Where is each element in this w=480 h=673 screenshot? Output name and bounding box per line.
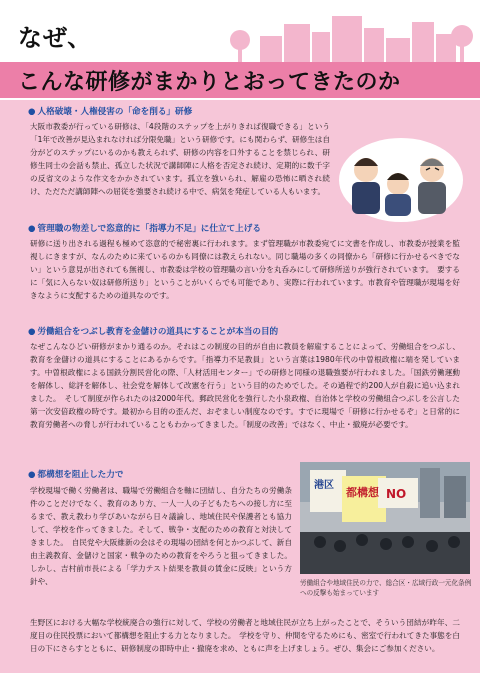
section-2-heading-text: 管理職の物差しで恣意的に「指導力不足」に仕立て上げる bbox=[37, 224, 261, 234]
section-1-heading-text: 人格破壊・人権侵害の「命を削る」研修 bbox=[37, 107, 193, 117]
section-2-heading: ● 管理職の物差しで恣意的に「指導力不足」に仕立て上げる bbox=[28, 224, 261, 234]
section-3-heading: ● 労働組合をつぶし教育を金儲けの道具にすることが本当の目的 bbox=[28, 327, 279, 337]
section-4-heading-text: 都構想を阻止した力で bbox=[37, 470, 124, 480]
title-band bbox=[0, 62, 480, 98]
section-1-heading: ● 人格破壊・人権侵害の「命を削る」研修 bbox=[28, 107, 193, 117]
title-line-1: なぜ、 bbox=[18, 24, 93, 52]
section-3-heading-text: 労働組合をつぶし教育を金儲けの道具にすることが本当の目的 bbox=[37, 327, 279, 337]
section-3-body: なぜこんなひどい研修がまかり通るのか。それはこの制度の目的が自由に教員を解雇することによって、労働組合をつぶし、教育を金儲けの道具にすることにあるからです。「指導力不足教員」という言葉は1980年代の中曽根政権に端を発しています。中曽根政権による国鉄分割民営化の際、「人材活用センター」での研修と同様の退職強要が行われました。「国鉄労働運動を解体し、総評を解体し、社会党を解体して改憲を行う」という目的のためでした。その過程で約200人が自殺に追い込まれました。 そして制度が作られたのは2000年代。郵政民営化を強行した小泉政権、自治体と学校の労働組合つぶしを公言した第一次安倍政権の時です。最初から目的の歪んだ、おぞましい制度なのです。すでに現場で「研修に行かせるぞ」と日常的に教育労働者への脅しが行われていることもわかってきました。「制度の改善」ではなく、中止・撤廃が必要です。 bbox=[30, 342, 460, 429]
city-skyline-icon bbox=[180, 6, 480, 66]
section-1-body: 大阪市教委が行っている研修は、「4段階のステップを上がりきれば復職できる」という「1年で改善が見込まれなければ分限免職」という研修です。にも関わらず、研修生は自分がどのステップにいるのかも教えられず、研修の内容を口外することを禁じられ、研修生同士の会話も禁止、孤立した状況で講師陣に人格を否定され続け、定期的に数千字の反省文のような作文をかかされています。孤立を強いられ、解雇の恐怖に晒され続け、ただただ講師陣への屈従を強要され続ける中で、病気を発症している人もいます。 bbox=[30, 122, 330, 196]
header bbox=[0, 0, 480, 100]
section-4-heading: ● 都構想を阻止した力で bbox=[28, 470, 124, 480]
troubled-people-illustration bbox=[336, 130, 466, 222]
title-line-2: こんな研修がまかりとおってきたのか bbox=[18, 70, 401, 95]
rally-photo-graphic bbox=[300, 462, 470, 574]
sign-3-text: NO bbox=[386, 487, 407, 501]
photo-caption: 労働組合や地域住民の力で、総合区・広域行政一元化条例への反撃も始まっています bbox=[300, 579, 472, 597]
section-2-body: 研修に送り出される過程も極めて恣意的で秘密裏に行われます。まず管理職が市教委宛てに文書を作成し、市教委が授業を監視しにきますが、なんのために来ているのかも同僚には教えられない。同じ職場の多くの同僚から「研修に行かせるべきでない」という意見が出されても無視し、市教委は学校の管理職の言い分を丸呑みにして研修所送りが強行されています。 要するに「気に入らない奴は研修所送り」ということがいくらでも可能であり、実際に行われています。市教育や管理職が現場を好きなように支配するための道具なのです。 bbox=[30, 239, 460, 300]
section-4-body-full: 生野区における大幅な学校統廃合の強行に対して、学校の労働者と地域住民が立ち上がったことで、そういう団結が昨年、二度目の住民投票において都構想を阻止する力となりました。 学校を守り、仲間を守るためにも、密室で行われてきた事態を白日の下にさらすとともに、研修制度の即時中止・撤廃を求め、ともに声を上げましょう。ぜひ、集会にご参加ください。 bbox=[30, 618, 460, 653]
sign-2-text: 都構想 bbox=[346, 486, 379, 499]
rally-photo bbox=[300, 462, 470, 574]
sign-1-text: 港区 bbox=[314, 480, 334, 491]
section-4-body-left: 学校現場で働く労働者は、職場で労働組合を軸に団結し、自分たちの労働条件のことだけでなく、教育のあり方、一人一人の子どもたちへの接し方に至るまで、教え教わり学びあいながら日々議論し、地域住民や保護者とも協力して、学校を作ってきました。そして、戦争・支配のための教育と対決してきました。 自民党や大阪維新の会はその現場の団結を何とかつぶして、新自由主義教育、金儲けと国家・戦争のための教育をやろうと狙ってきました。しかし、吉村前市長による「学力テスト結果を教員の賃金に反映」という方針や、 bbox=[30, 486, 292, 586]
